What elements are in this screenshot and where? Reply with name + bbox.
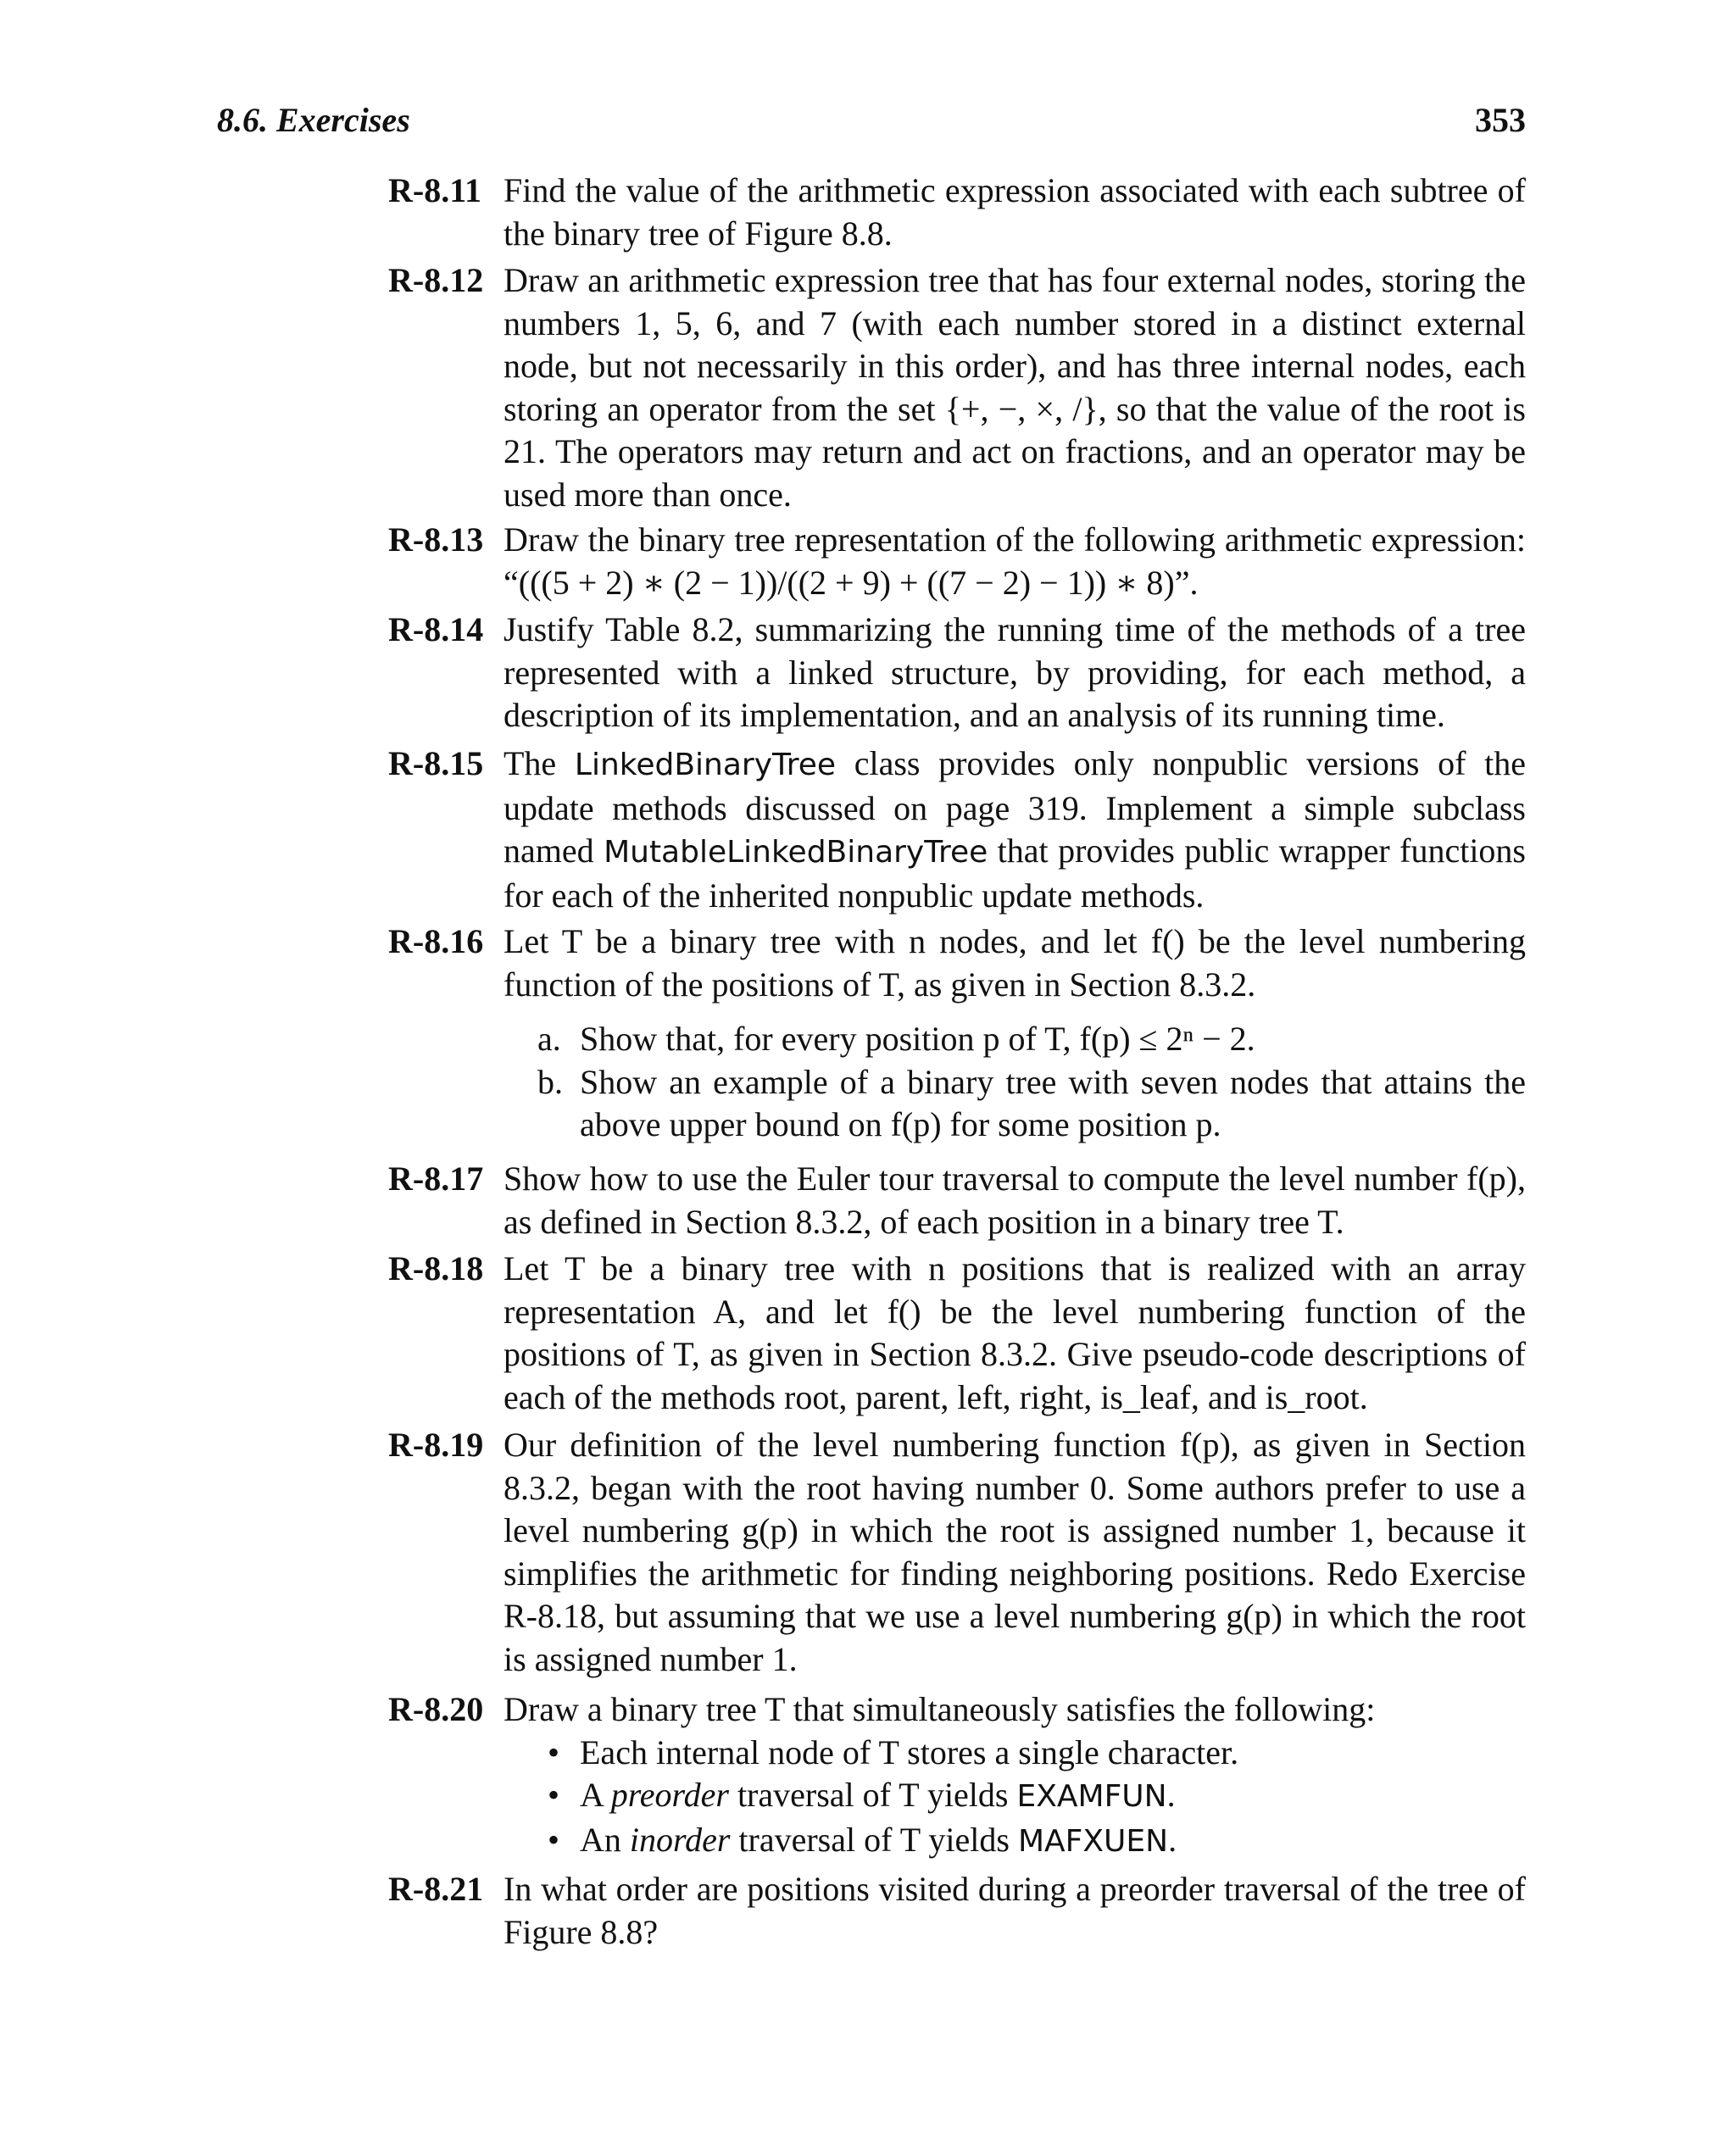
- text-segment: that provides public wrapper functions for each of the inherited nonpublic update methods.: [504, 831, 1527, 915]
- exercise-text: Show how to use the Euler tour traversal to compute the level number f(p), as defined in Section 8.3.2, of each position in a binary tree T.: [504, 1159, 1526, 1241]
- bullet-marker: •: [548, 1732, 560, 1771]
- bullet-list: [504, 1732, 1526, 1864]
- exercise-r-8-15: [388, 742, 1526, 917]
- text-segment: traversal of T yields: [730, 1820, 1018, 1859]
- emphasis-term: preorder: [610, 1776, 729, 1814]
- exercise-text: [504, 742, 1526, 917]
- exercise-r-8-18: [388, 1248, 1526, 1419]
- exercise-label: R-8.15: [388, 744, 484, 782]
- exercise-label: R-8.16: [388, 922, 484, 960]
- exercise-text: Our definition of the level numbering function f(p), as given in Section 8.3.2, began with the root having number 0. Some authors prefer to use a level numbering g(p) in which the root is assigned number 1, because it simplifies the arithmetic for finding neighboring positions. Redo Exercise R-8.18, but assuming that we use a level numbering g(p) in which the root is assigned number 1.: [504, 1426, 1526, 1678]
- text-segment: class provides only nonpublic versions of the update methods discussed on page 319. Implement a simple subclass named: [504, 744, 1527, 870]
- exercise-r-8-13: [388, 519, 1526, 604]
- exercise-label: R-8.11: [388, 171, 481, 209]
- text-segment: A: [580, 1776, 611, 1814]
- exercise-label: R-8.14: [388, 610, 484, 648]
- exercise-label: R-8.20: [388, 1690, 484, 1728]
- exercise-text: Let T be a binary tree with n positions that is realized with an array representation A, and let f() be the level numbering function of the positions of T, as given in Section 8.3.2. Give pseudo-code descriptions of each of the methods root, parent, left, right, is_leaf, and is_root.: [504, 1249, 1526, 1416]
- subquestion-marker: b.: [537, 1062, 563, 1101]
- subquestion-item: [504, 1061, 1526, 1147]
- bullet-item: [504, 1819, 1526, 1864]
- bullet-item: [504, 1732, 1526, 1775]
- exercise-text: Draw the binary tree representation of the following arithmetic expression: “(((5 + 2) ∗ (2 − 1))/((2 + 9) + ((7 − 2) − 1)) ∗ 8)”.: [504, 520, 1526, 602]
- exercise-r-8-17: [388, 1158, 1526, 1243]
- text-segment: An: [580, 1820, 630, 1859]
- text-segment: .: [1166, 1776, 1176, 1814]
- exercise-text: Justify Table 8.2, summarizing the running time of the methods of a tree represented with a linked structure, by providing, for each method, a description of its implementation, and an analysis of its running time.: [504, 610, 1526, 734]
- class-name-code: MutableLinkedBinaryTree: [604, 835, 988, 870]
- subquestion-text: Show that, for every position p of T, f(p) ≤ 2ⁿ − 2.: [580, 1020, 1255, 1058]
- sequence-code: EXAMFUN: [1016, 1779, 1167, 1814]
- bullet-marker: •: [548, 1820, 560, 1859]
- exercise-r-8-14: [388, 609, 1526, 737]
- page-number: 353: [1475, 101, 1526, 139]
- exercise-label: R-8.13: [388, 520, 484, 559]
- exercise-label: R-8.17: [388, 1159, 484, 1198]
- exercise-r-8-16: [388, 920, 1526, 1154]
- subquestion-item: [504, 1018, 1526, 1061]
- exercise-label: R-8.18: [388, 1249, 484, 1287]
- sequence-code: MAFXUEN: [1017, 1823, 1169, 1859]
- exercise-r-8-21: [388, 1868, 1526, 1954]
- page-header: [217, 100, 1526, 147]
- bullet-item: [504, 1774, 1526, 1819]
- subquestion-text: Show an example of a binary tree with seven nodes that attains the above upper bound on f(p) for some position p.: [580, 1062, 1526, 1143]
- exercise-text: Let T be a binary tree with n nodes, and let f() be the level numbering function of the positions of T, as given in Section 8.3.2.: [504, 922, 1526, 1004]
- exercise-r-8-19: [388, 1424, 1526, 1681]
- text-segment: .: [1168, 1820, 1177, 1859]
- subquestion-list: [504, 1018, 1526, 1147]
- exercise-label: R-8.21: [388, 1870, 484, 1908]
- class-name-code: LinkedBinaryTree: [574, 748, 837, 782]
- exercise-text: Draw a binary tree T that simultaneously satisfies the following:: [504, 1690, 1376, 1728]
- emphasis-term: inorder: [629, 1820, 731, 1859]
- exercise-label: R-8.19: [388, 1426, 484, 1464]
- text-segment: The: [504, 744, 575, 782]
- bullet-marker: •: [548, 1776, 560, 1814]
- exercise-text: Find the value of the arithmetic expression associated with each subtree of the binary tree of Figure 8.8.: [504, 171, 1526, 253]
- exercise-r-8-20: [388, 1688, 1526, 1870]
- exercise-r-8-11: [388, 170, 1526, 255]
- exercise-text: Draw an arithmetic expression tree that has four external nodes, storing the numbers 1, 5, 6, and 7 (with each number stored in a distinct external node, but not necessarily in this order), and has three internal nodes, each storing an operator from the set {+, −, ×, /}, so that the value of the root is 21. The operators may return and act on fractions, and an operator may be used more than once.: [504, 261, 1526, 514]
- exercise-label: R-8.12: [388, 261, 484, 299]
- text-segment: Each internal node of T stores a single character.: [580, 1732, 1239, 1771]
- subquestion-marker: a.: [537, 1020, 561, 1058]
- section-title: 8.6. Exercises: [217, 101, 410, 139]
- text-segment: traversal of T yields: [728, 1776, 1017, 1814]
- exercise-r-8-12: [388, 259, 1526, 516]
- exercise-text: In what order are positions visited during a preorder traversal of the tree of Figure 8.8?: [504, 1870, 1526, 1951]
